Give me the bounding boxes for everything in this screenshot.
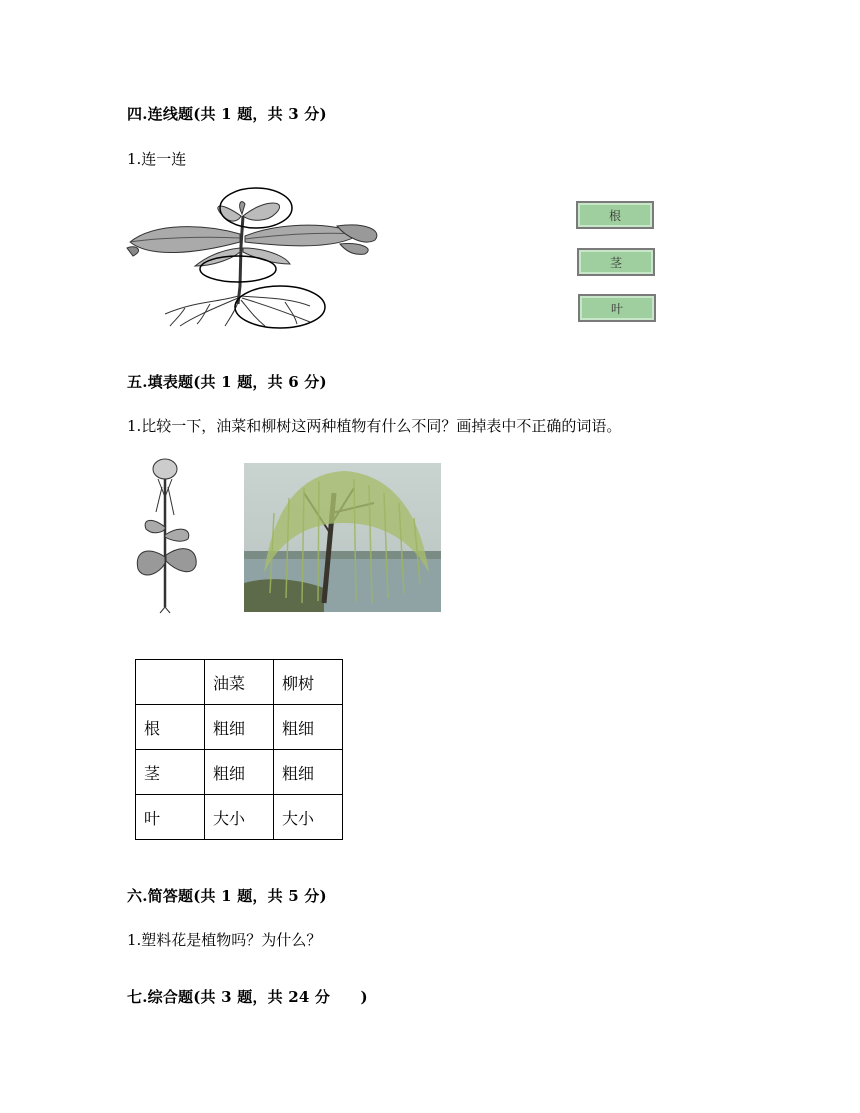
table-cell: 根 — [136, 705, 205, 750]
section-4-title: 四.连线题(共 1 题，共 3 分) — [127, 105, 327, 123]
table-cell: 叶 — [136, 795, 205, 840]
table-header-cell: 油菜 — [205, 660, 274, 705]
table-row — [136, 795, 343, 840]
table-cell[interactable]: 粗细 — [274, 705, 343, 750]
section-5-question: 1.比较一下，油菜和柳树这两种植物有什么不同？画掉表中不正确的词语。 — [127, 417, 622, 435]
plant-diagram-image — [125, 186, 387, 330]
table-cell[interactable]: 大小 — [205, 795, 274, 840]
table-cell: 茎 — [136, 750, 205, 795]
section-7-title: 七.综合题(共 3 题，共 24 分 ) — [127, 988, 368, 1006]
section-6-title: 六.简答题(共 1 题，共 5 分) — [127, 887, 327, 905]
table-cell[interactable]: 粗细 — [274, 750, 343, 795]
section-5-title: 五.填表题(共 1 题，共 6 分) — [127, 373, 327, 391]
table-cell[interactable]: 粗细 — [205, 750, 274, 795]
table-row — [136, 750, 343, 795]
comparison-table — [135, 659, 343, 840]
table-header-cell: 柳树 — [274, 660, 343, 705]
section-6-question: 1.塑料花是植物吗？为什么？ — [127, 931, 322, 949]
label-root[interactable]: 根 — [576, 201, 654, 229]
table-cell[interactable]: 粗细 — [205, 705, 274, 750]
table-header-cell — [136, 660, 205, 705]
willow-tree-photo — [244, 463, 441, 612]
label-leaf[interactable]: 叶 — [578, 294, 656, 322]
rapeseed-plant-image — [132, 457, 202, 615]
table-header-row — [136, 660, 343, 705]
label-stem[interactable]: 茎 — [577, 248, 655, 276]
table-row — [136, 705, 343, 750]
table-cell[interactable]: 大小 — [274, 795, 343, 840]
section-4-question: 1.连一连 — [127, 150, 187, 168]
